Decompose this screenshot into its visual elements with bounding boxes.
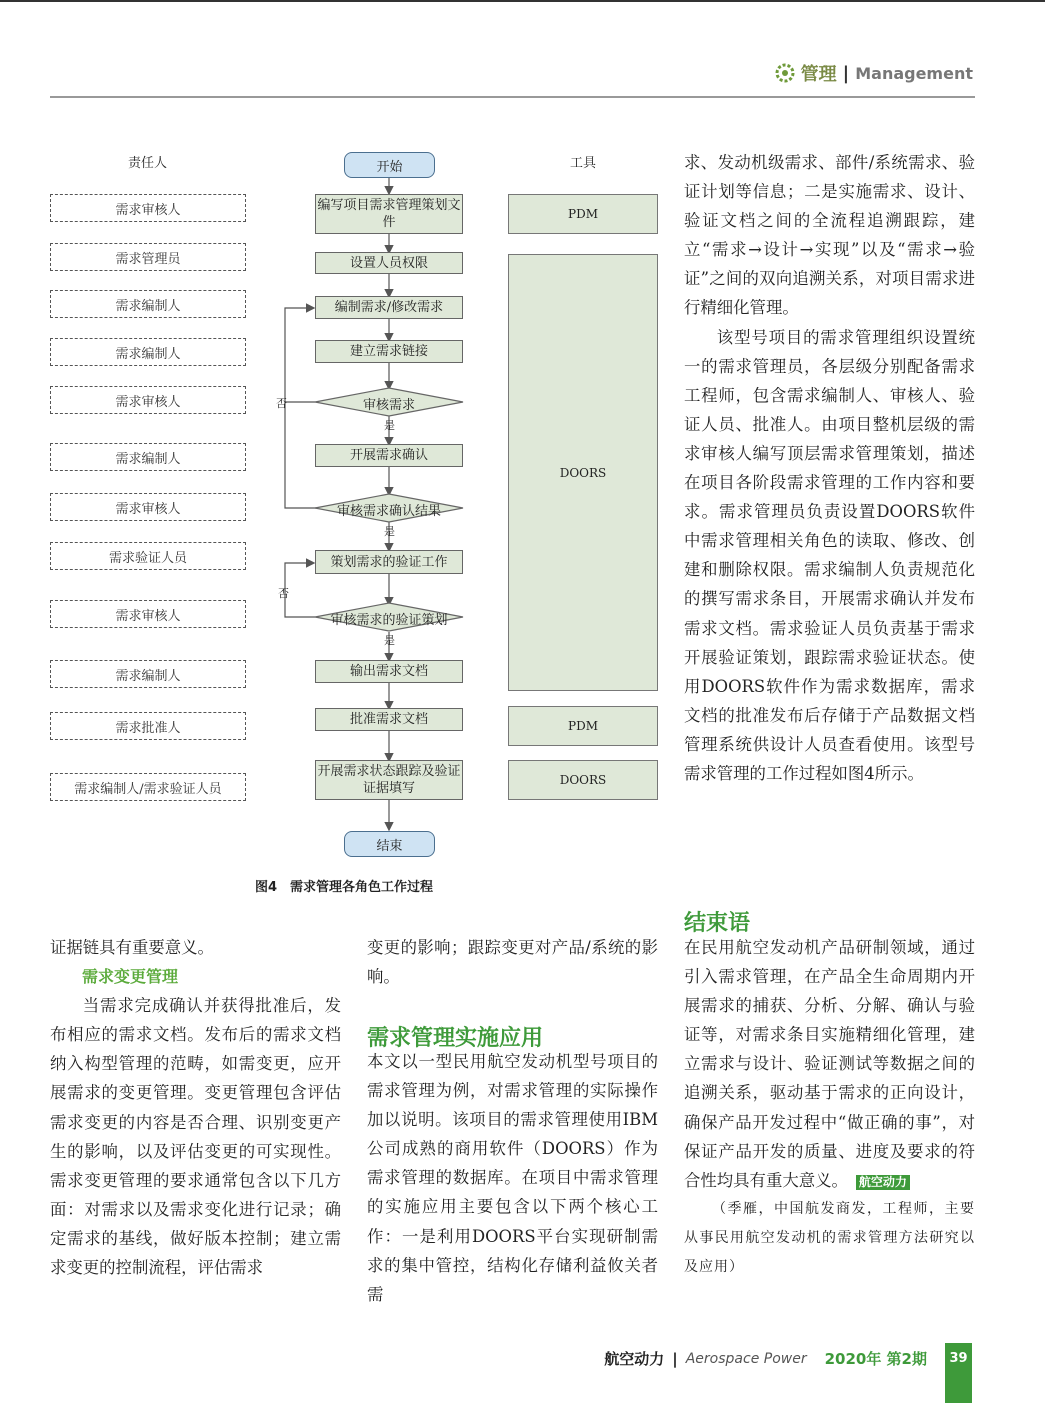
process-step: 建立需求链接 (315, 340, 463, 363)
role-box: 需求编制人/需求验证人员 (50, 773, 246, 801)
text-column-left (50, 933, 341, 1282)
paragraph: 当需求完成确认并获得批准后，发布相应的需求文档。发布后的需求文档纳入构型管理的范畴，如需变更，应开展需求的变更管理。变更管理包含评估需求变更的内容是否合理、识别变更产生的影响，以及评估变更的可实现性。需求变更管理的要求通常包含以下几方面：对需求以及需求变化进行记录；确定需求的基线，做好版本控制；建立需求变更的控制流程，评估需求 (50, 996, 341, 1278)
role-box: 需求审核人 (50, 600, 246, 628)
end-node: 结束 (344, 831, 435, 857)
role-box: 需求审核人 (50, 386, 246, 414)
text-column-middle (367, 933, 658, 991)
column-label-responsible: 责任人 (128, 156, 168, 171)
role-box: 需求编制人 (50, 443, 246, 471)
tool-box-doors: DOORS (508, 760, 658, 800)
process-step: 编制需求/修改需求 (315, 296, 463, 319)
yes-label: 是 (384, 525, 395, 538)
tool-box-doors: DOORS (508, 254, 658, 691)
process-step: 开展需求确认 (315, 444, 463, 467)
footer-separator: | (672, 1349, 678, 1368)
subsection-heading: 需求变更管理 (82, 967, 179, 987)
column-label-tools: 工具 (570, 156, 597, 171)
paragraph: 证据链具有重要意义。 (50, 938, 214, 957)
section-heading: 结束语 (684, 911, 751, 936)
start-node: 开始 (344, 152, 435, 178)
process-step: 编写项目需求管理策划文件 (315, 194, 463, 234)
section-label-en: Management (855, 63, 973, 83)
role-box: 需求批准人 (50, 712, 246, 740)
process-step: 批准需求文档 (315, 708, 463, 731)
process-step: 开展需求状态跟踪及验证证据填写 (315, 760, 463, 800)
paragraph: 该型号项目的需求管理组织设置统一的需求管理员，各层级分别配备需求工程师，包含需求编制人、审核人、验证人员、批准人。由项目整机层级的需求审核人编写顶层需求管理策划，描述在项目各阶段需求管理的工作内容和要求。需求管理员负责设置DOORS软件中需求管理相关角色的读取、修改、创建和删除权限。需求编制人负责规范化的撰写需求条目，开展需求确认并发布需求文档。需求验证人员负责基于需求开展验证策划，跟踪需求验证状态。使用DOORS软件作为需求数据库，需求文档的批准发布后存储于产品数据文档管理系统供设计人员查看使用。该型号需求管理的工作过程如图4所示。 (684, 327, 975, 783)
tool-box-pdm: PDM (508, 706, 658, 746)
conclusion-text: 在民用航空发动机产品研制领域，通过引入需求管理，在产品全生命周期内开展需求的捕获、分析、分解、确认与验证等，对需求条目实施精细化管理，建立需求与设计、验证测试等数据之间的追溯关系，驱动基于需求的正向设计，确保产品开发过程中“做正确的事”，对保证产品开发的质量、进度及要求的符合性均具有重大意义。 (684, 938, 975, 1190)
text-column-middle-body (367, 1047, 658, 1309)
role-box: 需求审核人 (50, 194, 246, 222)
process-step: 策划需求的验证工作 (315, 550, 463, 574)
yes-label: 是 (384, 419, 395, 432)
figure-caption: 图4 需求管理各角色工作过程 (255, 880, 434, 895)
no-label: 否 (276, 397, 287, 410)
page-number: 39 (945, 1343, 972, 1403)
decision-label: 审核需求的验证策划 (330, 613, 448, 628)
section-heading: 需求管理实施应用 (367, 1026, 544, 1051)
text-column-right-top (684, 148, 975, 788)
role-box: 需求审核人 (50, 493, 246, 521)
role-box: 需求管理员 (50, 243, 246, 271)
no-label: 否 (278, 587, 289, 600)
text-column-right-bottom (684, 933, 975, 1282)
tool-box-pdm: PDM (508, 194, 658, 234)
paragraph: 变更的影响；跟踪变更对产品/系统的影响。 (367, 938, 658, 987)
paragraph: 求、发动机级需求、部件/系统需求、验证计划等信息；二是实施需求、设计、验证文档之间的全流程追溯跟踪，建立“需求→设计→实现”以及“需求→验证”之间的双向追溯关系，对项目需求进行精细化管理。 (684, 153, 975, 318)
paragraph (684, 933, 975, 1195)
author-note: （季雁，中国航发商发，工程师，主要从事民用航空发动机的需求管理方法研究以及应用） (684, 1200, 975, 1276)
page-footer (604, 1348, 927, 1369)
yes-label: 是 (384, 634, 395, 647)
running-header (775, 60, 973, 86)
role-box: 需求验证人员 (50, 542, 246, 570)
header-separator: | (842, 62, 850, 84)
journal-end-tag: 航空动力 (856, 1175, 910, 1190)
role-box: 需求编制人 (50, 338, 246, 366)
issue-label: 2020年 第2期 (824, 1350, 927, 1368)
process-step: 输出需求文档 (315, 660, 463, 683)
journal-name-en: Aerospace Power (685, 1350, 807, 1367)
paragraph: 本文以一型民用航空发动机型号项目的需求管理为例，对需求管理的实际操作加以说明。该项目的需求管理使用IBM公司成熟的商用软件（DOORS）作为需求管理的数据库。在项目中需求管理的实施应用主要包含以下两个核心工作：一是利用DOORS平台实现研制需求的集中管控，结构化存储利益攸关者需 (367, 1052, 658, 1304)
process-step: 设置人员权限 (315, 252, 463, 274)
gear-icon (775, 63, 795, 83)
journal-name: 航空动力 (604, 1350, 665, 1368)
section-label: 管理 (800, 64, 837, 85)
role-box: 需求编制人 (50, 290, 246, 318)
decision-label: 审核需求 (362, 398, 415, 413)
decision-label: 审核需求确认结果 (336, 504, 441, 519)
role-box: 需求编制人 (50, 660, 246, 688)
